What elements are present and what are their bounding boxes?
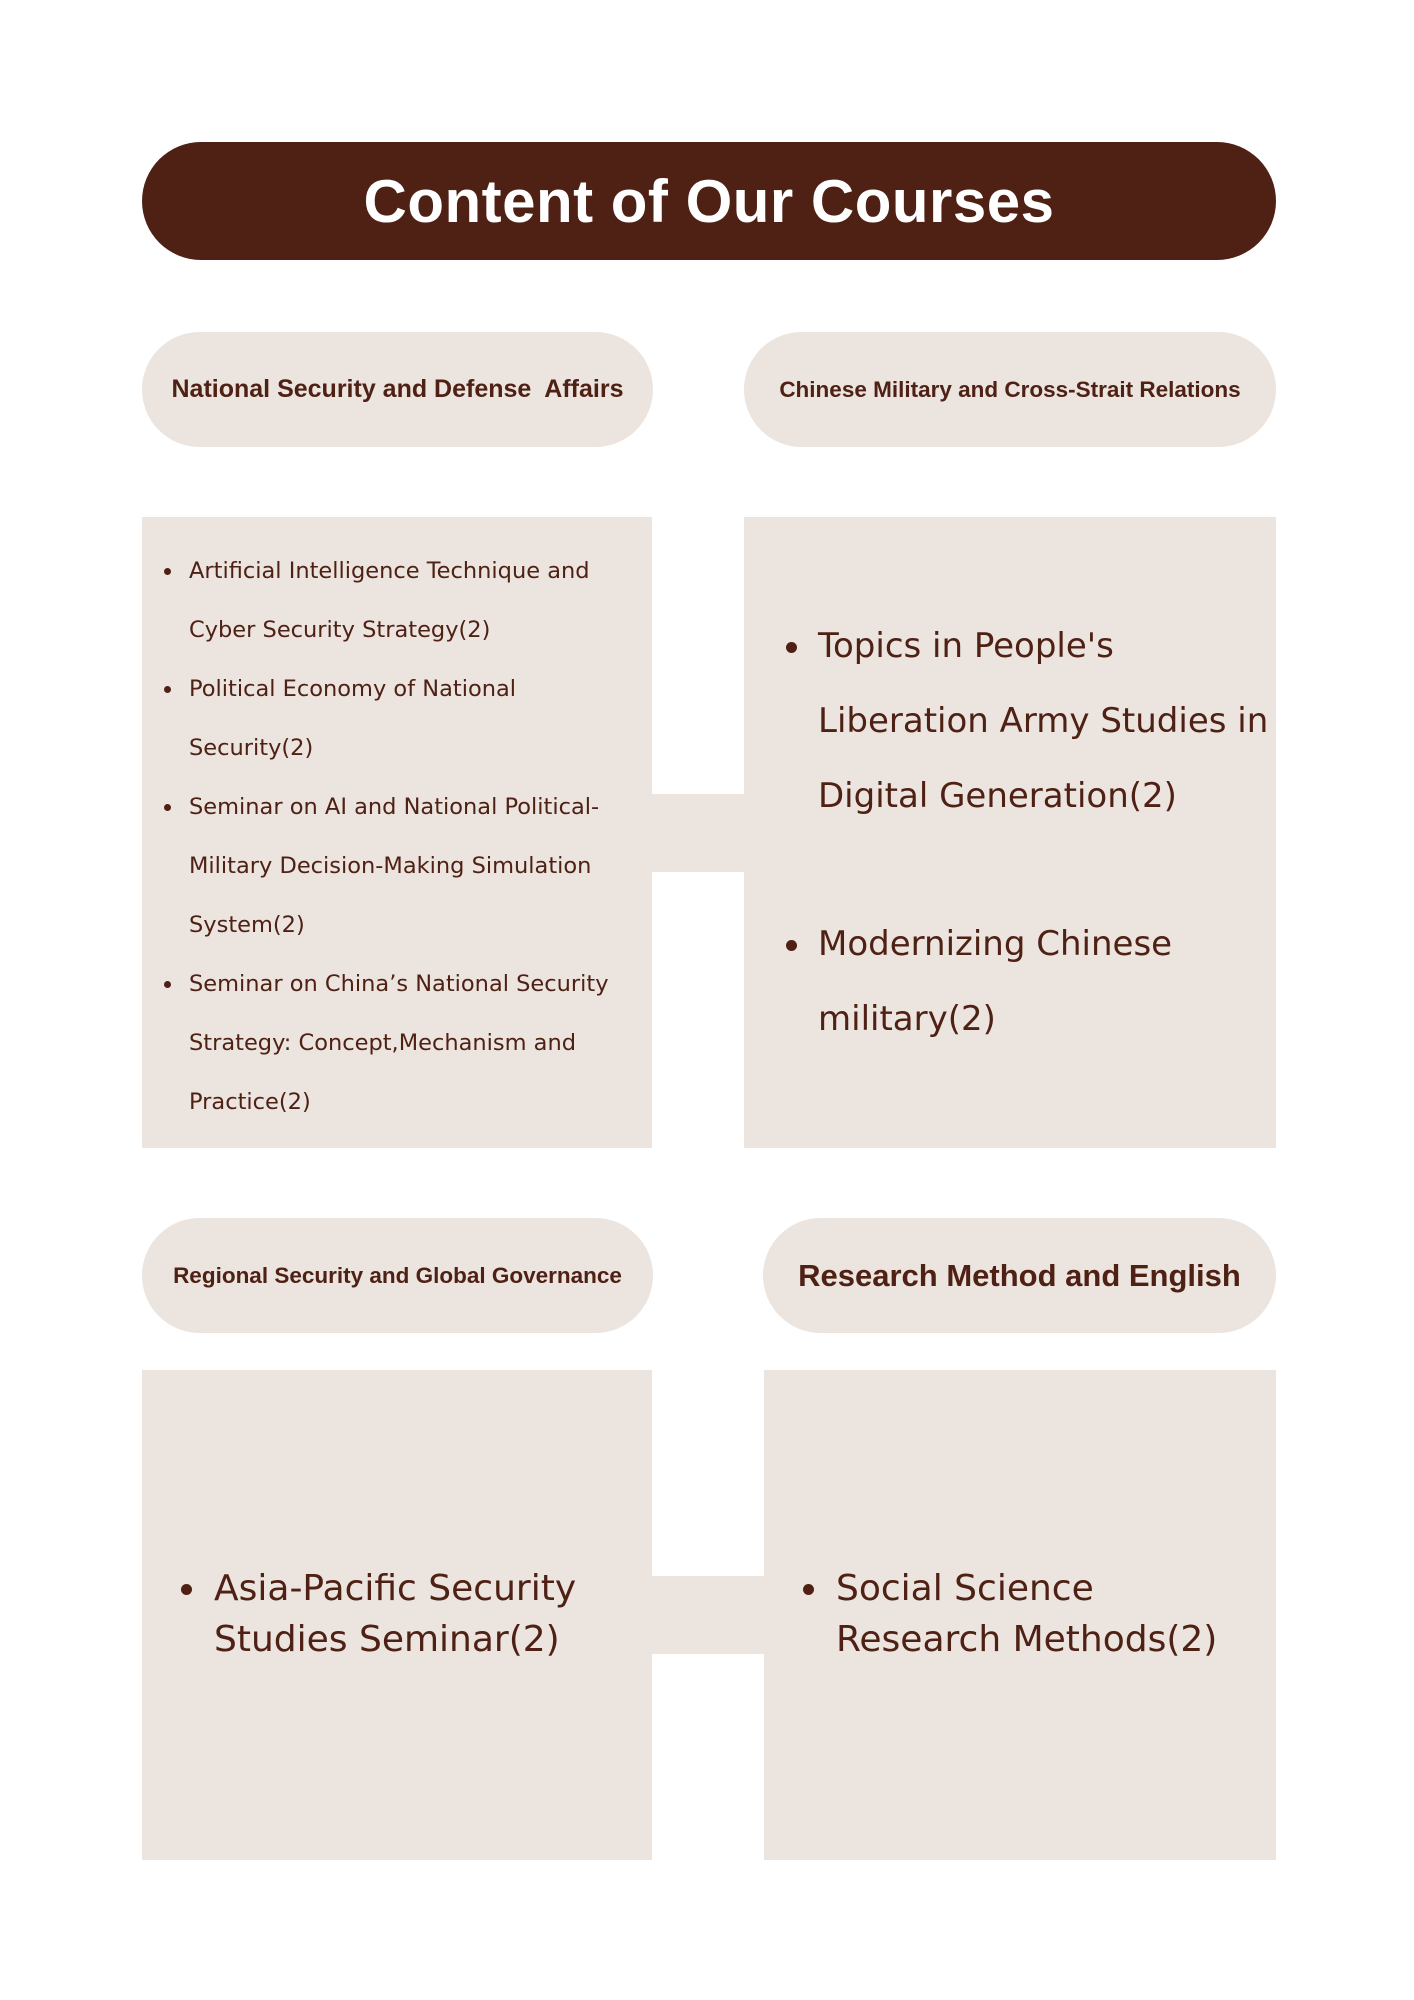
section-heading-label: Chinese Military and Cross-Strait Relations <box>779 376 1241 402</box>
course-box-regional-security <box>142 1370 652 1860</box>
section-heading-label: National Security and Defense Affairs <box>171 375 624 403</box>
connector-top <box>651 794 746 872</box>
list-item: Seminar on China’s National Security Strategy: Concept,Mechanism and Practice(2) <box>189 955 639 1132</box>
course-box-research-method <box>764 1370 1276 1860</box>
list-item: Seminar on AI and National Political-Military Decision-Making Simulation System(2) <box>189 778 639 955</box>
section-heading-research-method <box>763 1218 1276 1333</box>
course-list <box>189 542 639 1132</box>
course-list <box>214 1563 644 1665</box>
section-heading-label: Regional Security and Global Governance <box>173 1262 622 1288</box>
title-banner <box>142 142 1276 260</box>
section-heading-label: Research Method and English <box>798 1257 1241 1293</box>
section-heading-national-security <box>142 332 653 447</box>
course-list <box>818 609 1278 1057</box>
list-item: Social Science Research Methods(2) <box>836 1563 1256 1665</box>
course-list <box>836 1563 1256 1665</box>
course-box-national-security <box>142 517 652 1148</box>
list-item: Political Economy of National Security(2) <box>189 660 639 778</box>
page-title: Content of Our Courses <box>363 167 1055 235</box>
list-item: Modernizing Chinese military(2) <box>818 907 1238 1057</box>
list-item: Asia-Pacific Security Studies Seminar(2) <box>214 1563 644 1665</box>
list-item: Artificial Intelligence Technique and Cyber Security Strategy(2) <box>189 542 639 660</box>
course-box-chinese-military <box>744 517 1276 1148</box>
list-item: Topics in People's Liberation Army Studies in Digital Generation(2) <box>818 609 1278 834</box>
section-heading-regional-security <box>142 1218 653 1333</box>
connector-bottom <box>651 1576 765 1654</box>
section-heading-chinese-military <box>744 332 1276 447</box>
